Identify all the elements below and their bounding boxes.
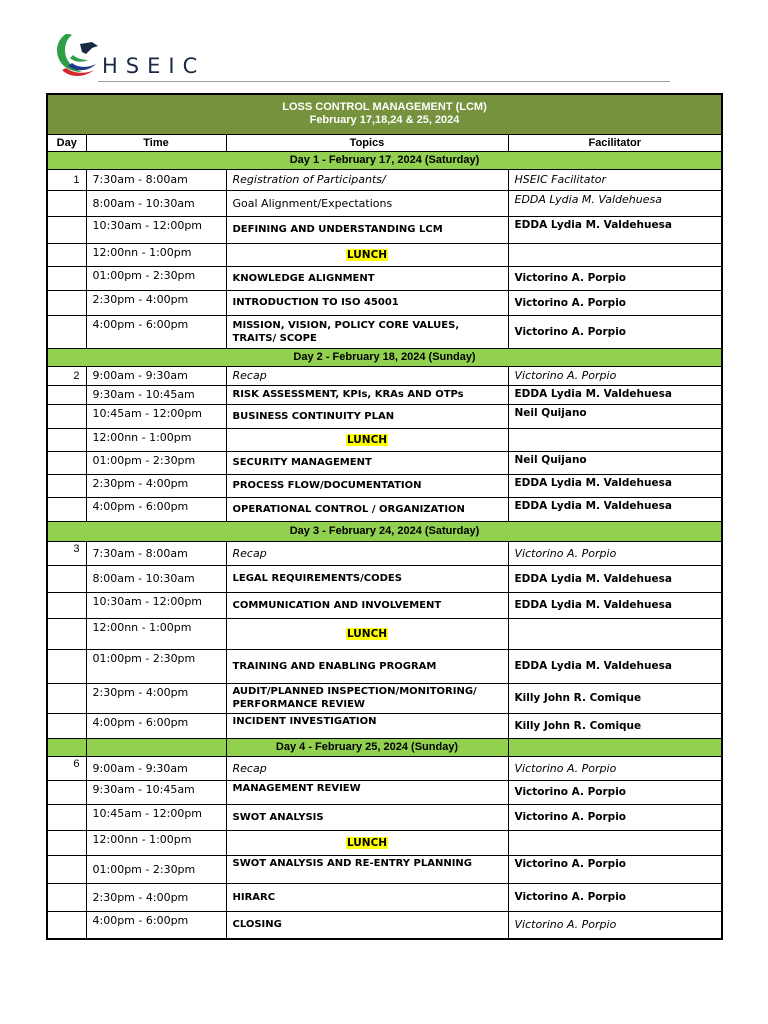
time-cell: 9:30am - 10:45am bbox=[86, 385, 226, 404]
lunch-label: LUNCH bbox=[346, 628, 388, 640]
time-cell: 12:00nn - 1:00pm bbox=[86, 830, 226, 855]
time-cell: 12:00nn - 1:00pm bbox=[86, 618, 226, 649]
table-row bbox=[47, 565, 722, 592]
topic-cell: Recap bbox=[226, 366, 508, 385]
facilitator-cell: Neil Quijano bbox=[508, 451, 722, 474]
table-row bbox=[47, 169, 722, 190]
day-number-blank bbox=[47, 428, 86, 451]
facilitator-cell: Killy John R. Comique bbox=[508, 713, 722, 738]
topic-cell bbox=[226, 618, 508, 649]
topic-cell: PROCESS FLOW/DOCUMENTATION bbox=[226, 474, 508, 497]
time-cell: 01:00pm - 2:30pm bbox=[86, 649, 226, 683]
day-number-blank bbox=[47, 474, 86, 497]
topic-cell: Goal Alignment/Expectations bbox=[226, 190, 508, 216]
time-cell: 01:00pm - 2:30pm bbox=[86, 266, 226, 290]
table-row bbox=[47, 780, 722, 804]
facilitator-cell: EDDA Lydia M. Valdehuesa bbox=[508, 592, 722, 618]
facilitator-cell: Victorino A. Porpio bbox=[508, 780, 722, 804]
facilitator-cell: EDDA Lydia M. Valdehuesa bbox=[508, 649, 722, 683]
day-number: 6 bbox=[47, 756, 86, 780]
time-cell: 4:00pm - 6:00pm bbox=[86, 911, 226, 939]
day-heading: Day 1 - February 17, 2024 (Saturday) bbox=[47, 151, 722, 169]
topic-cell bbox=[226, 243, 508, 266]
time-cell: 10:30am - 12:00pm bbox=[86, 592, 226, 618]
topic-cell: RISK ASSESSMENT, KPIs, KRAs AND OTPs bbox=[226, 385, 508, 404]
table-dates: February 17,18,24 & 25, 2024 bbox=[309, 114, 460, 127]
day-number-blank bbox=[47, 830, 86, 855]
topic-cell: Recap bbox=[226, 756, 508, 780]
topic-cell: BUSINESS CONTINUITY PLAN bbox=[226, 404, 508, 428]
topic-cell: SECURITY MANAGEMENT bbox=[226, 451, 508, 474]
day-number: 3 bbox=[47, 541, 86, 565]
time-cell: 2:30pm - 4:00pm bbox=[86, 683, 226, 713]
table-row bbox=[47, 216, 722, 243]
facilitator-cell: Victorino A. Porpio bbox=[508, 290, 722, 315]
time-cell: 2:30pm - 4:00pm bbox=[86, 883, 226, 911]
lunch-label: LUNCH bbox=[346, 837, 388, 849]
table-row bbox=[47, 683, 722, 713]
facilitator-cell: EDDA Lydia M. Valdehuesa bbox=[508, 497, 722, 521]
day-heading: Day 4 - February 25, 2024 (Sunday) bbox=[226, 738, 508, 756]
table-row bbox=[47, 266, 722, 290]
lunch-label: LUNCH bbox=[346, 249, 388, 261]
day-number-blank bbox=[47, 315, 86, 348]
day-number: 2 bbox=[47, 366, 86, 385]
header-time: Time bbox=[86, 134, 226, 151]
table-title-row bbox=[47, 94, 722, 134]
day-heading-row bbox=[47, 738, 722, 756]
table-row bbox=[47, 497, 722, 521]
day-heading-blank bbox=[86, 738, 226, 756]
topic-cell: INCIDENT INVESTIGATION bbox=[226, 713, 508, 738]
facilitator-cell: Neil Quijano bbox=[508, 404, 722, 428]
topic-cell: SWOT ANALYSIS AND RE-ENTRY PLANNING bbox=[226, 855, 508, 883]
topic-cell: CLOSING bbox=[226, 911, 508, 939]
table-row bbox=[47, 756, 722, 780]
day-heading-row bbox=[47, 151, 722, 169]
topic-cell: Registration of Participants/ bbox=[226, 169, 508, 190]
topic-cell: SWOT ANALYSIS bbox=[226, 804, 508, 830]
table-row bbox=[47, 855, 722, 883]
time-cell: 7:30am - 8:00am bbox=[86, 169, 226, 190]
day-number-blank bbox=[47, 649, 86, 683]
header-topics: Topics bbox=[226, 134, 508, 151]
facilitator-cell: Victorino A. Porpio bbox=[508, 855, 722, 883]
facilitator-cell: Victorino A. Porpio bbox=[508, 756, 722, 780]
table-row bbox=[47, 592, 722, 618]
time-cell: 10:45am - 12:00pm bbox=[86, 804, 226, 830]
time-cell: 12:00nn - 1:00pm bbox=[86, 428, 226, 451]
table-row bbox=[47, 804, 722, 830]
day-number-blank bbox=[47, 618, 86, 649]
topic-cell: KNOWLEDGE ALIGNMENT bbox=[226, 266, 508, 290]
day-number-blank bbox=[47, 497, 86, 521]
time-cell: 12:00nn - 1:00pm bbox=[86, 243, 226, 266]
hseic-logo bbox=[52, 30, 222, 84]
day-number-blank bbox=[47, 683, 86, 713]
time-cell: 8:00am - 10:30am bbox=[86, 190, 226, 216]
facilitator-cell: EDDA Lydia M. Valdehuesa bbox=[508, 474, 722, 497]
time-cell: 9:00am - 9:30am bbox=[86, 366, 226, 385]
time-cell: 4:00pm - 6:00pm bbox=[86, 713, 226, 738]
time-cell: 10:30am - 12:00pm bbox=[86, 216, 226, 243]
day-heading: Day 2 - February 18, 2024 (Sunday) bbox=[47, 348, 722, 366]
topic-cell: INTRODUCTION TO ISO 45001 bbox=[226, 290, 508, 315]
time-cell: 2:30pm - 4:00pm bbox=[86, 474, 226, 497]
table-row bbox=[47, 290, 722, 315]
lunch-label: LUNCH bbox=[346, 434, 388, 446]
column-header-row bbox=[47, 134, 722, 151]
facilitator-cell: Victorino A. Porpio bbox=[508, 315, 722, 348]
header-facilitator: Facilitator bbox=[508, 134, 722, 151]
facilitator-cell: HSEIC Facilitator bbox=[508, 169, 722, 190]
day-heading: Day 3 - February 24, 2024 (Saturday) bbox=[47, 521, 722, 541]
day-number: 1 bbox=[47, 169, 86, 190]
day-number-blank bbox=[47, 911, 86, 939]
facilitator-cell: Victorino A. Porpio bbox=[508, 366, 722, 385]
topic-cell: HIRARC bbox=[226, 883, 508, 911]
table-row bbox=[47, 315, 722, 348]
facilitator-cell bbox=[508, 618, 722, 649]
table-row bbox=[47, 451, 722, 474]
facilitator-cell bbox=[508, 243, 722, 266]
facilitator-cell bbox=[508, 428, 722, 451]
day-number-blank bbox=[47, 855, 86, 883]
header-day: Day bbox=[47, 134, 86, 151]
topic-cell bbox=[226, 428, 508, 451]
table-row bbox=[47, 243, 722, 266]
time-cell: 8:00am - 10:30am bbox=[86, 565, 226, 592]
day-heading-blank bbox=[47, 738, 86, 756]
day-heading-blank bbox=[508, 738, 722, 756]
brand-name: HSEIC bbox=[102, 54, 206, 78]
topic-cell bbox=[226, 830, 508, 855]
facilitator-cell: Killy John R. Comique bbox=[508, 683, 722, 713]
time-cell: 01:00pm - 2:30pm bbox=[86, 451, 226, 474]
facilitator-cell: Victorino A. Porpio bbox=[508, 541, 722, 565]
table-row bbox=[47, 713, 722, 738]
day-number-blank bbox=[47, 883, 86, 911]
day-heading-row bbox=[47, 521, 722, 541]
topic-cell: MISSION, VISION, POLICY CORE VALUES, TRAITS/ SCOPE bbox=[226, 315, 508, 348]
table-title: LOSS CONTROL MANAGEMENT (LCM) bbox=[282, 101, 487, 114]
table-row bbox=[47, 911, 722, 939]
topic-cell: Recap bbox=[226, 541, 508, 565]
facilitator-cell: EDDA Lydia M. Valdehuesa bbox=[508, 565, 722, 592]
schedule-table bbox=[46, 93, 723, 940]
time-cell: 9:30am - 10:45am bbox=[86, 780, 226, 804]
day-number-blank bbox=[47, 216, 86, 243]
facilitator-cell: EDDA Lydia M. Valdehuesa bbox=[508, 385, 722, 404]
day-number-blank bbox=[47, 565, 86, 592]
day-number-blank bbox=[47, 190, 86, 216]
table-row bbox=[47, 649, 722, 683]
topic-cell: MANAGEMENT REVIEW bbox=[226, 780, 508, 804]
table-row bbox=[47, 190, 722, 216]
time-cell: 10:45am - 12:00pm bbox=[86, 404, 226, 428]
day-number-blank bbox=[47, 290, 86, 315]
facilitator-cell bbox=[508, 830, 722, 855]
time-cell: 9:00am - 9:30am bbox=[86, 756, 226, 780]
facilitator-cell: Victorino A. Porpio bbox=[508, 911, 722, 939]
facilitator-cell: Victorino A. Porpio bbox=[508, 266, 722, 290]
facilitator-cell: Victorino A. Porpio bbox=[508, 804, 722, 830]
day-number-blank bbox=[47, 404, 86, 428]
topic-cell: OPERATIONAL CONTROL / ORGANIZATION bbox=[226, 497, 508, 521]
facilitator-cell: EDDA Lydia M. Valdehuesa bbox=[508, 216, 722, 243]
day-heading-row bbox=[47, 348, 722, 366]
facilitator-cell: Victorino A. Porpio bbox=[508, 883, 722, 911]
table-title-cell bbox=[47, 94, 722, 134]
table-row bbox=[47, 385, 722, 404]
day-number-blank bbox=[47, 266, 86, 290]
time-cell: 4:00pm - 6:00pm bbox=[86, 315, 226, 348]
day-number-blank bbox=[47, 451, 86, 474]
hseic-logo-mark-icon bbox=[52, 30, 100, 84]
header-divider bbox=[98, 81, 670, 82]
day-number-blank bbox=[47, 804, 86, 830]
day-number-blank bbox=[47, 243, 86, 266]
topic-cell: COMMUNICATION AND INVOLVEMENT bbox=[226, 592, 508, 618]
day-number-blank bbox=[47, 713, 86, 738]
table-row bbox=[47, 404, 722, 428]
table-row bbox=[47, 618, 722, 649]
day-number-blank bbox=[47, 780, 86, 804]
time-cell: 01:00pm - 2:30pm bbox=[86, 855, 226, 883]
time-cell: 4:00pm - 6:00pm bbox=[86, 497, 226, 521]
table-row bbox=[47, 474, 722, 497]
time-cell: 2:30pm - 4:00pm bbox=[86, 290, 226, 315]
table-row bbox=[47, 428, 722, 451]
table-row bbox=[47, 883, 722, 911]
table-row bbox=[47, 541, 722, 565]
facilitator-cell: EDDA Lydia M. Valdehuesa bbox=[508, 190, 722, 216]
topic-cell: TRAINING AND ENABLING PROGRAM bbox=[226, 649, 508, 683]
topic-cell: AUDIT/PLANNED INSPECTION/MONITORING/ PERFORMANCE REVIEW bbox=[226, 683, 508, 713]
day-number-blank bbox=[47, 385, 86, 404]
time-cell: 7:30am - 8:00am bbox=[86, 541, 226, 565]
topic-cell: DEFINING AND UNDERSTANDING LCM bbox=[226, 216, 508, 243]
table-row bbox=[47, 830, 722, 855]
table-row bbox=[47, 366, 722, 385]
topic-cell: LEGAL REQUIREMENTS/CODES bbox=[226, 565, 508, 592]
day-number-blank bbox=[47, 592, 86, 618]
